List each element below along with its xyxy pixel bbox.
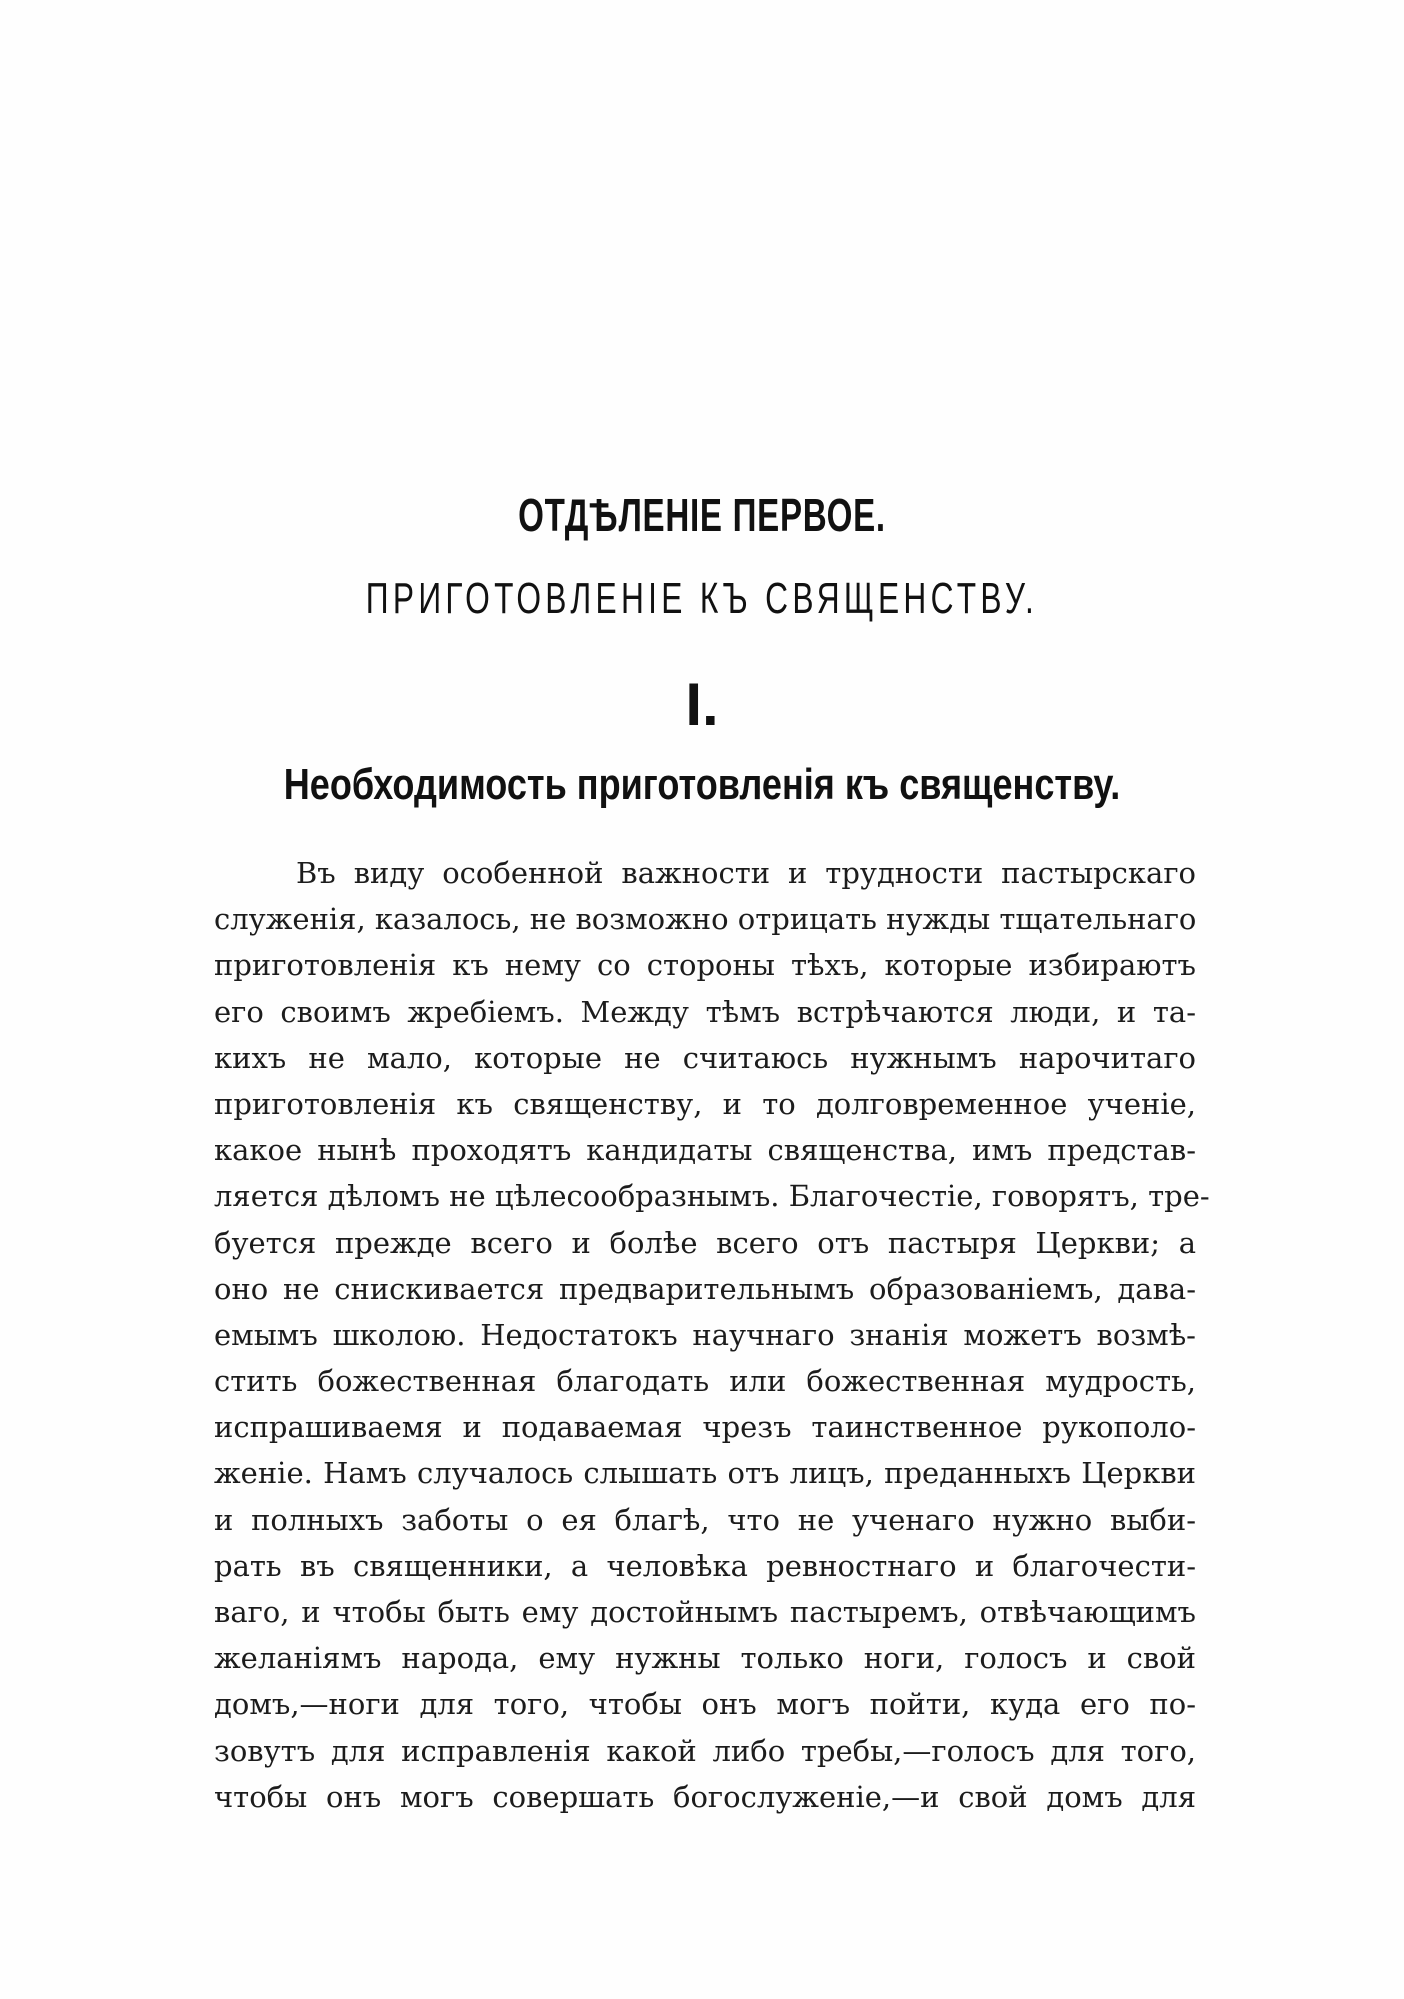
text-line: ляется дѣломъ не цѣлесообразнымъ. Благочестіе, говорятъ, тре- [214,1179,1210,1214]
text-line: зовутъ для исправленія какой либо требы,—голосъ для того, [214,1733,1196,1768]
body-paragraph [214,850,1210,1820]
text-line: приготовленія къ нему со стороны тѣхъ, которые избираютъ [214,948,1196,983]
text-line: его своимъ жребіемъ. Между тѣмъ встрѣчаются люди, и та- [214,994,1196,1029]
text-line: Въ виду особенной важности и трудности пастырскаго [296,856,1196,890]
text-line: буется прежде всего и болѣе всего отъ пастыря Церкви; а [214,1225,1196,1260]
part-title: ОТДѢЛЕНІЕ ПЕРВОЕ. [518,489,886,541]
text-line: стить божественная благодать или божественная мудрость, [214,1364,1196,1399]
chapter-title: Необходимость приготовленія къ священству. [283,760,1121,809]
text-line: служенія, казалось, не возможно отрицать нужды тщательнаго [214,902,1197,937]
text-line: домъ,—ноги для того, чтобы онъ могъ пойти, куда его по- [214,1687,1196,1722]
text-line: женіе. Намъ случалось слышать отъ лицъ, преданныхъ Церкви [214,1456,1196,1491]
text-line: чтобы онъ могъ совершать богослуженіе,—и свой домъ для [214,1779,1196,1814]
text-line: желаніямъ народа, ему нужны только ноги, голосъ и свой [214,1641,1196,1676]
chapter-number: I. [685,671,719,738]
text-line: рать въ священники, а человѣка ревностнаго и благочести- [214,1548,1196,1583]
text-line: испрашиваемя и подаваемая чрезъ таинственное рукополо- [214,1410,1196,1445]
text-line: и полныхъ заботы о ея благѣ, что не ученаго нужно выби- [214,1502,1196,1537]
text-line: ваго, и чтобы быть ему достойнымъ пастыремъ, отвѣчающимъ [214,1595,1196,1629]
part-subtitle: ПРИГОТОВЛЕНІЕ КЪ СВЯЩЕНСТВУ. [365,574,1039,623]
text-line: емымъ школою. Недостатокъ научнаго знанія можетъ возмѣ- [214,1317,1196,1352]
text-line: приготовленія къ священству, и то долговременное ученіе, [214,1086,1196,1121]
text-line: оно не снискивается предварительнымъ образованіемъ, дава- [214,1271,1196,1306]
text-line: какое нынѣ проходятъ кандидаты священства, имъ представ- [214,1133,1196,1168]
text-line: кихъ не мало, которые не считаюсь нужнымъ нарочитаго [214,1040,1196,1075]
